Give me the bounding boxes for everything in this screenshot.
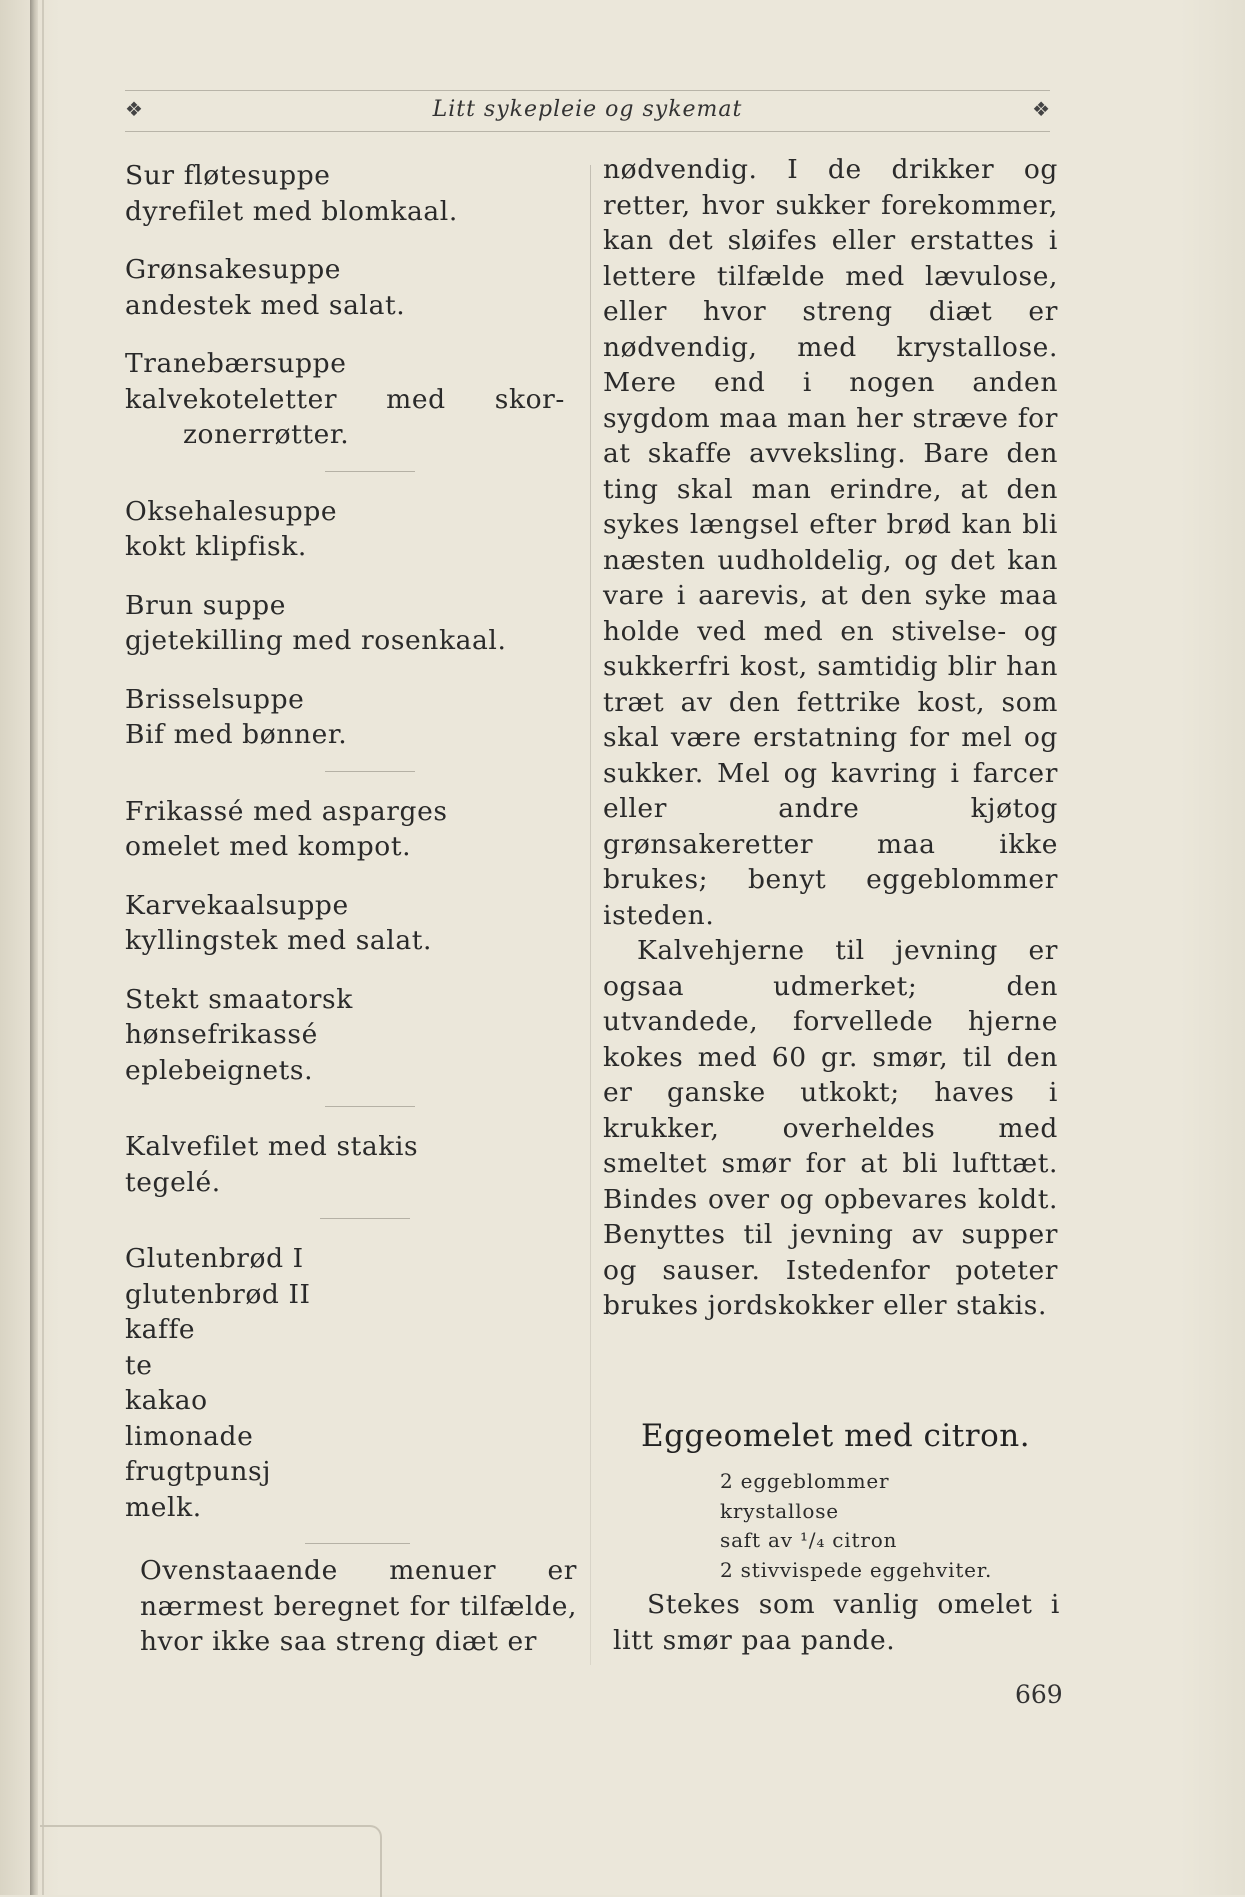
menu-line: frugtpunsj: [125, 1456, 272, 1487]
menu-line: [125, 382, 565, 418]
binding-line: [42, 0, 44, 1895]
page-edge: [40, 1825, 382, 1897]
menu-line: kakao: [125, 1385, 208, 1416]
menu-line: Oksehalesuppe: [125, 495, 338, 527]
menu-line: Glutenbrød I: [125, 1243, 304, 1274]
header-title: Litt sykepleie og sykemat: [432, 97, 743, 122]
menu-item: [125, 158, 585, 229]
menu-line: eplebeignets.: [125, 1054, 314, 1086]
menu-line: melk.: [125, 1491, 202, 1523]
divider: [325, 771, 415, 772]
ingredient-item: saft av ¹/₄ citron: [720, 1528, 898, 1552]
menu-line: glutenbrød II: [125, 1278, 311, 1310]
menu-line: kaffe: [125, 1314, 196, 1345]
menu-line: Sur fløtesuppe: [125, 160, 331, 191]
menu-item: [125, 252, 585, 323]
body-column: [603, 152, 1058, 1324]
divider: [325, 1106, 415, 1107]
menu-line: Brun suppe: [125, 589, 286, 621]
page-number: 669: [1015, 1680, 1063, 1709]
menu-line: Stekt smaatorsk: [125, 983, 353, 1015]
menu-item: [125, 494, 585, 565]
menu-word: med: [386, 383, 446, 415]
menu-line: zonerrøtter.: [183, 419, 350, 450]
menu-line: kyllingstek med salat.: [125, 925, 433, 956]
book-binding: [30, 0, 38, 1895]
menu-line: te: [125, 1349, 153, 1381]
menu-item: [125, 888, 585, 959]
closing-paragraph: Ovenstaaende menuer er nærmest beregnet for tilfælde, hvor ikke saa streng diæt er: [140, 1555, 577, 1657]
recipe-method: Stekes som vanlig omelet i litt smør paa pande.: [613, 1589, 1060, 1656]
ingredient-list: [720, 1467, 992, 1585]
menu-line: Bif med bønner.: [125, 719, 348, 750]
menu-line: Karvekaalsuppe: [125, 889, 349, 921]
ornament-right-icon: ❖: [1032, 97, 1050, 121]
menu-word: skor-: [494, 383, 565, 415]
ornament-left-icon: ❖: [125, 97, 143, 121]
menu-line: kokt klipfisk.: [125, 531, 307, 562]
menu-column: [125, 158, 585, 1566]
menu-line: dyrefilet med blomkaal.: [125, 195, 458, 227]
menu-line: Tranebærsuppe: [125, 348, 347, 379]
menu-item: [125, 982, 585, 1089]
menu-line: tegelé.: [125, 1166, 221, 1198]
recipe-title: Eggeomelet med citron.: [640, 1418, 1031, 1454]
menu-line: gjetekilling med rosenkaal.: [125, 625, 507, 656]
column-divider: [590, 165, 591, 1665]
menu-line: Grønsakesuppe: [125, 254, 342, 285]
divider: [320, 1218, 410, 1219]
ingredient-item: krystallose: [720, 1498, 839, 1523]
body-paragraph: nødvendig. I de drikker og retter, hvor sukker forekommer, kan det sløifes eller erstattes i lettere tilfælde med lævulose, eller hvor streng diæt er nødvendig, med krystallose. Mere end i nogen anden sygdom maa man her stræve for at skaffe avveksling. Bare den ting skal man erindre, at den sykes længsel efter brød kan bli næsten uudholdelig, og det kan vare i aarevis, at den syke maa holde ved med en stivelse- og sukkerfri kost, samtidig blir han træt av den fettrike kost, som skal være erstatning for mel og sukker. Mel og kavring i farcer eller andre kjøtog grønsakeretter maa ikke brukes; benyt eggeblommer isteden.: [603, 154, 1058, 931]
menu-line: andestek med salat.: [125, 289, 406, 321]
divider: [305, 1543, 410, 1544]
menu-item: [125, 1241, 585, 1525]
ingredient-item: 2 stivvispede eggehviter.: [720, 1557, 993, 1582]
menu-item: [125, 682, 585, 753]
menu-line: Kalvefilet med stakis: [125, 1131, 419, 1162]
divider: [325, 471, 415, 472]
menu-item: [125, 346, 585, 453]
menu-item: [125, 794, 585, 865]
body-paragraph: Kalvehjerne til jevning er ogsaa udmerket; den utvandede, forvellede hjerne kokes med 60 gr. smør, til den er ganske utkokt; haves i krukker, overheldes med smeltet smør for at bli lufttæt. Bindes over og opbevares koldt. Benyttes til jevning av supper og sauser. Istedenfor poteter brukes jordskokker eller stakis.: [603, 935, 1058, 1321]
ingredient-item: 2 eggeblommer: [720, 1469, 890, 1493]
menu-line: Brisselsuppe: [125, 683, 305, 715]
menu-line: omelet med kompot.: [125, 831, 412, 862]
menu-line: limonade: [125, 1420, 254, 1452]
menu-item: [125, 1129, 585, 1200]
menu-line: hønsefrikassé: [125, 1019, 318, 1050]
menu-item: [125, 588, 585, 659]
menu-line: Frikassé med asparges: [125, 795, 448, 827]
running-header: [125, 90, 1050, 132]
menu-word: kalvekoteletter: [125, 383, 338, 415]
